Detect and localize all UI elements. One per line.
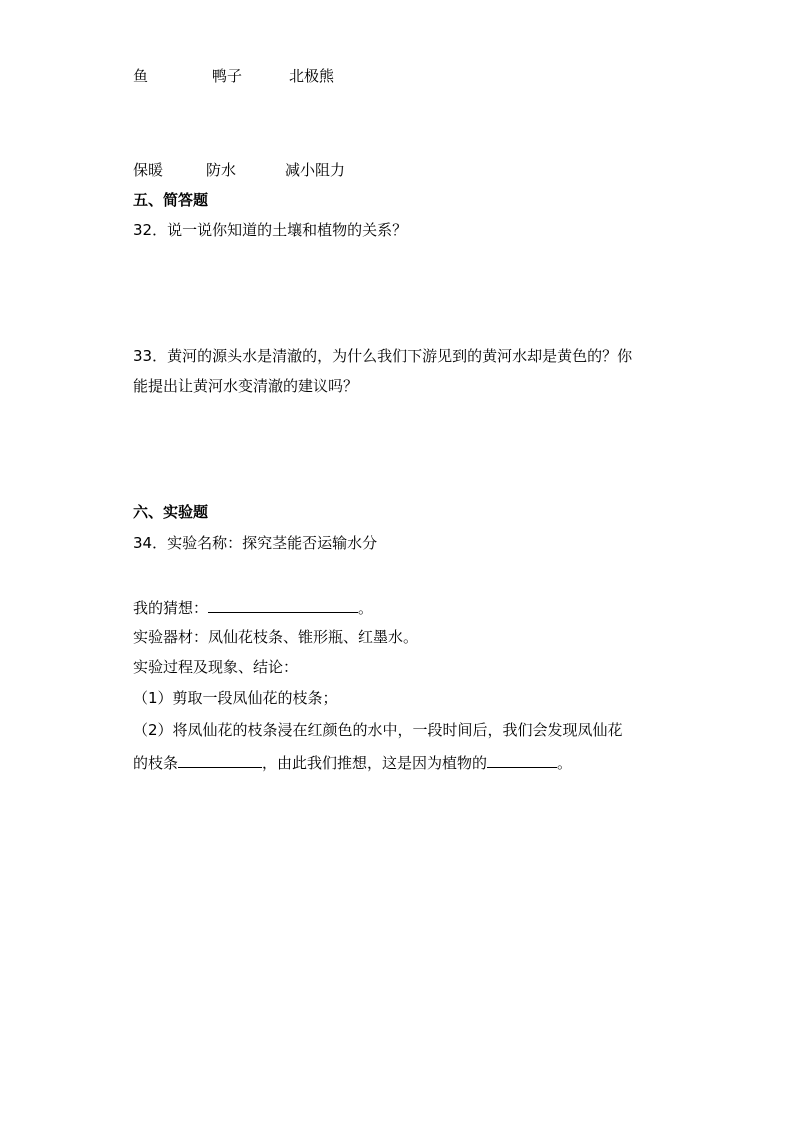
step-2-text-a: 的枝条 [133,754,179,772]
animal-item-fish: 鱼 [133,67,149,85]
function-item-reduce-drag: 减小阻力 [285,161,346,179]
guess-blank[interactable] [208,596,358,613]
question-32: 32．说一说你知道的土壤和植物的关系？ [133,221,408,239]
question-34-title: 34．实验名称：探究茎能否运输水分 [133,534,378,552]
animal-item-polar-bear: 北极熊 [289,67,335,85]
process-label: 实验过程及现象、结论： [133,658,299,676]
guess-label: 我的猜想： [133,599,209,617]
observation-blank[interactable] [178,751,262,768]
question-33-line-2: 能提出让黄河水变清澈的建议吗？ [133,377,359,395]
section-heading-short-answer: 五、简答题 [133,191,209,209]
guess-end: 。 [358,599,374,617]
guess-line [133,596,373,618]
step-2-text-b: ，由此我们推想，这是因为植物的 [262,754,488,772]
section-heading-experiment: 六、实验题 [133,503,209,521]
step-1: （1）剪取一段凤仙花的枝条； [133,689,338,707]
step-2-line-1: （2）将凤仙花的枝条浸在红颜色的水中，一段时间后，我们会发现凤仙花 [133,721,623,739]
function-item-warmth: 保暖 [133,161,164,179]
conclusion-blank[interactable] [487,751,557,768]
step-2-line-2 [133,751,572,773]
materials-line: 实验器材：凤仙花枝条、锥形瓶、红墨水。 [133,628,419,646]
question-33-line-1: 33．黄河的源头水是清澈的，为什么我们下游见到的黄河水却是黄色的？你 [133,347,633,365]
function-item-waterproof: 防水 [206,161,237,179]
animal-item-duck: 鸭子 [212,67,243,85]
step-2-text-c: 。 [557,754,573,772]
